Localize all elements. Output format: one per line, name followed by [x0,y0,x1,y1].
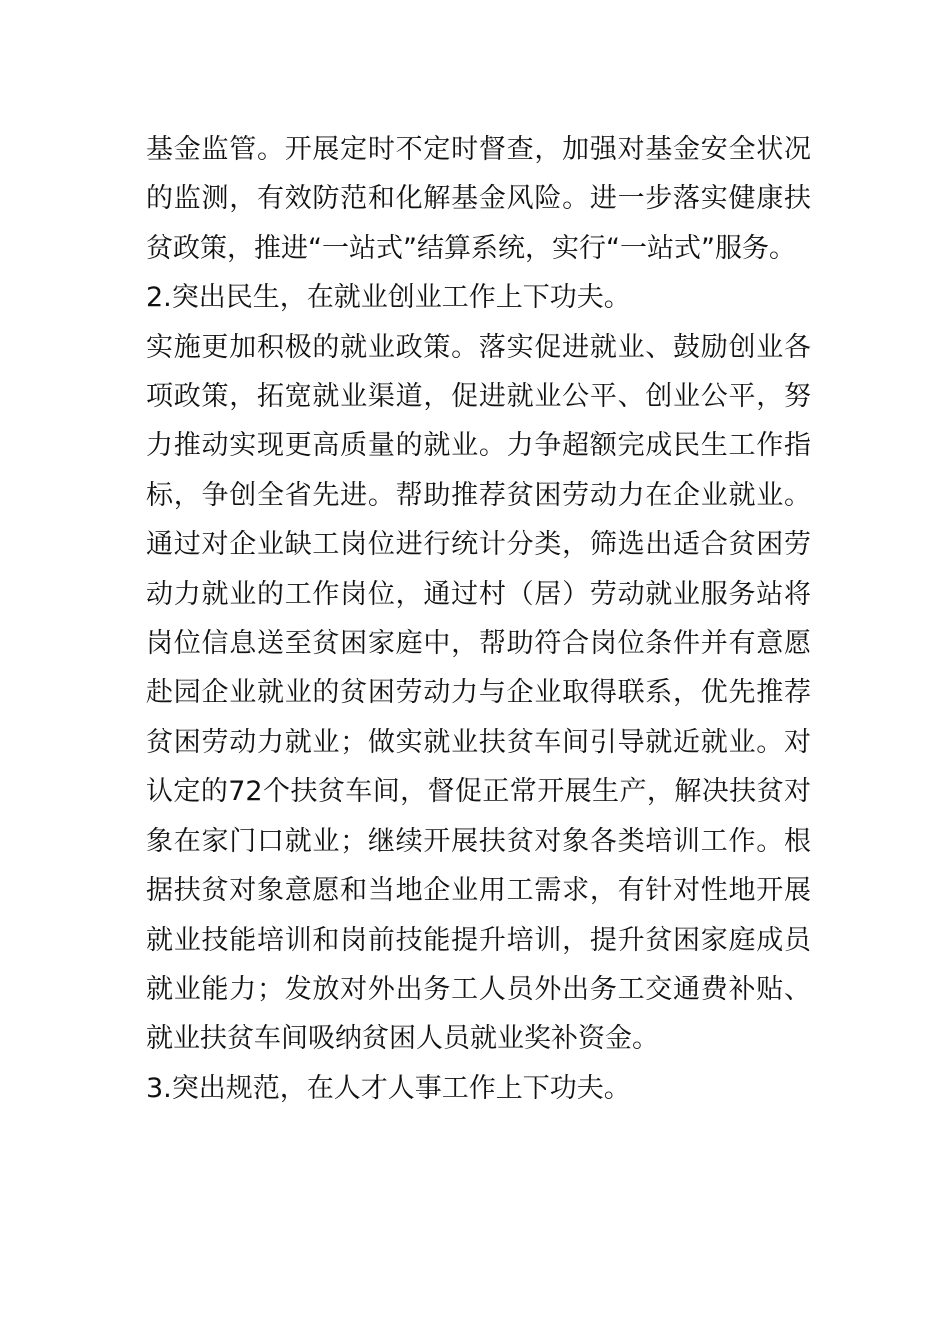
paragraph-employment-policy: 实施更加积极的就业政策。落实促进就业、鼓励创业各项政策，拓宽就业渠道，促进就业公平、创业公平，努力推动实现更高质量的就业。力争超额完成民生工作指标，争创全省先进。帮助推荐贫困劳动力在企业就业。通过对企业缺工岗位进行统计分类，筛选出适合贫困劳动力就业的工作岗位，通过村（居）劳动就业服务站将岗位信息送至贫困家庭中，帮助符合岗位条件并有意愿赴园企业就业的贫困劳动力与企业取得联系，优先推荐贫困劳动力就业；做实就业扶贫车间引导就近就业。对认定的72个扶贫车间，督促正常开展生产，解决扶贫对象在家门口就业；继续开展扶贫对象各类培训工作。根据扶贫对象意愿和当地企业用工需求，有针对性地开展就业技能培训和岗前技能提升培训，提升贫困家庭成员就业能力；发放对外出务工人员外出务工交通费补贴、就业扶贫车间吸纳贫困人员就业奖补资金。 [146,331,811,1055]
section-heading-2: 2.突出民生，在就业创业工作上下功夫。 [146,282,631,314]
document-body [146,125,811,1113]
section-heading-3: 3.突出规范，在人才人事工作上下功夫。 [146,1072,631,1104]
paragraph-fund-supervision: 基金监管。开展定时不定时督查，加强对基金安全状况的监测，有效防范和化解基金风险。进一步落实健康扶贫政策，推进“一站式”结算系统，实行“一站式”服务。 [146,134,811,264]
